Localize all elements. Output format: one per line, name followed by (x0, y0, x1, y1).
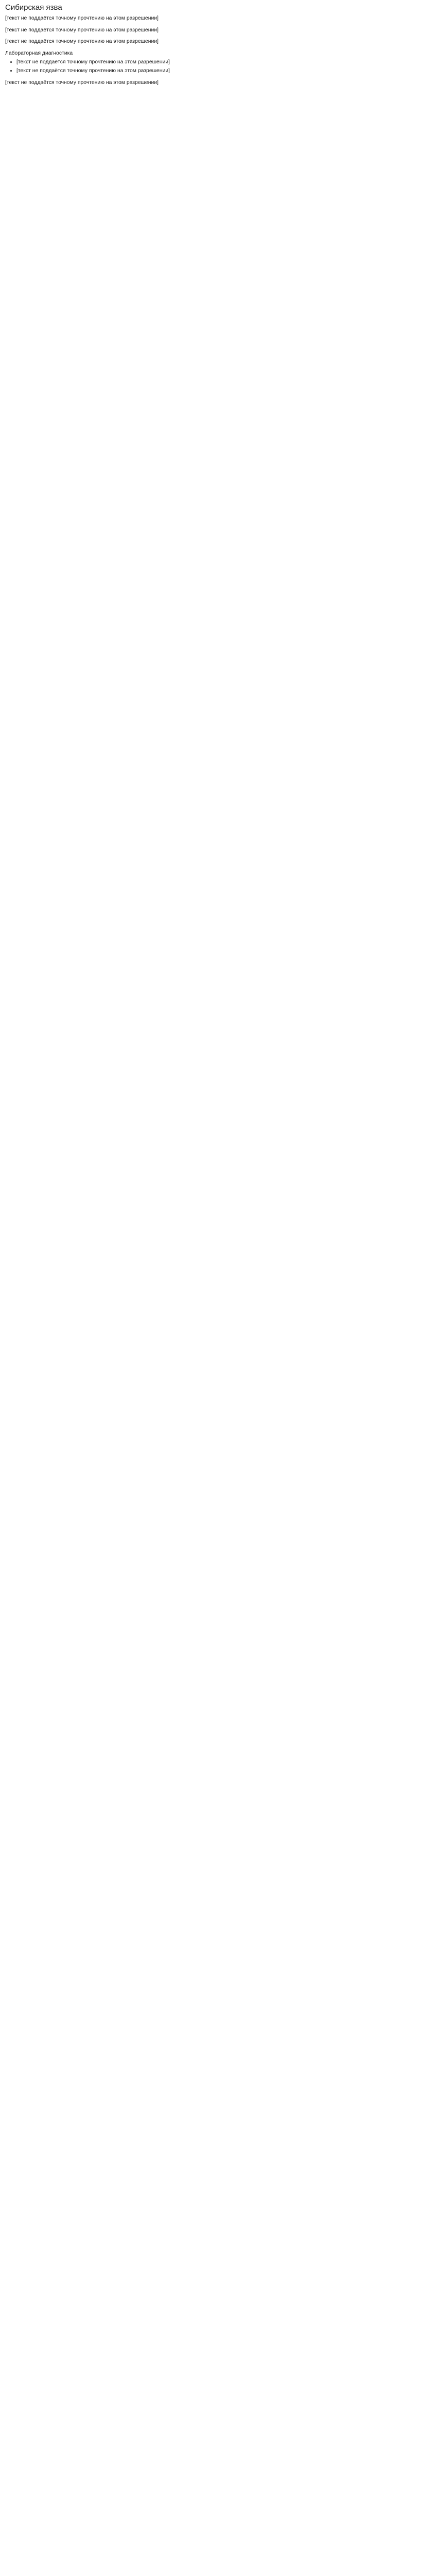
article-paragraph: [текст не поддаётся точному прочтению на этом разрешении] (5, 15, 159, 21)
list-item: • [текст не поддаётся точному прочтению на этом разрешении] (16, 59, 421, 66)
article-paragraph: [текст не поддаётся точному прочтению на этом разрешении] (5, 39, 159, 45)
list-item: • [текст не поддаётся точному прочтению на этом разрешении] (16, 67, 421, 75)
section-heading-lab-diagnostics: Лабораторная диагностика (5, 50, 73, 56)
bullet-list (5, 59, 421, 74)
article-page (0, 0, 426, 96)
article-paragraph: [текст не поддаётся точному прочтению на этом разрешении] (5, 27, 159, 33)
article-title: Сибирская язва (5, 3, 62, 12)
article-paragraph: [текст не поддаётся точному прочтению на этом разрешении] (5, 79, 159, 86)
